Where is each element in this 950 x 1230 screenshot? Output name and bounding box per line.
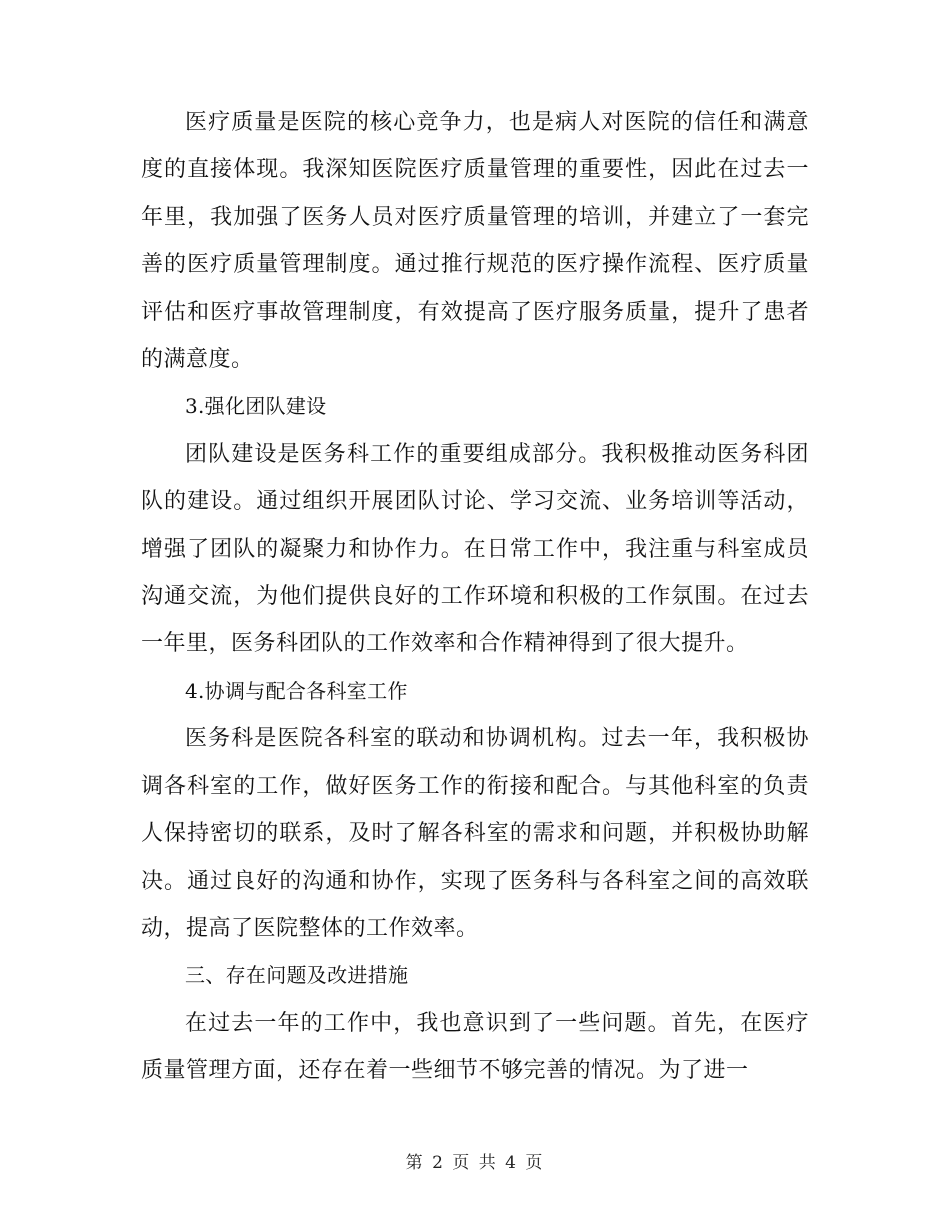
section-heading-team-building: 3.强化团队建设 — [185, 394, 327, 419]
paragraph-problems: 在过去一年的工作中，我也意识到了一些问题。首先，在医疗质量管理方面，还存在着一些细节不够完善的情况。为了进一 — [141, 1010, 809, 1084]
section-heading-coordination: 4.协调与配合各科室工作 — [185, 678, 408, 703]
document-body — [141, 99, 809, 1095]
paragraph-coordination: 医务科是医院各科室的联动和协调机构。过去一年，我积极协调各科室的工作，做好医务工作的衔接和配合。与其他科室的负责人保持密切的联系，及时了解各科室的需求和问题，并积极协助解决。通过良好的沟通和协作，实现了医务科与各科室之间的高效联动，提高了医院整体的工作效率。 — [141, 726, 809, 941]
paragraph-team-building: 团队建设是医务科工作的重要组成部分。我积极推动医务科团队的建设。通过组织开展团队讨论、学习交流、业务培训等活动，增强了团队的凝聚力和协作力。在日常工作中，我注重与科室成员沟通交流，为他们提供良好的工作环境和积极的工作氛围。在过去一年里，医务科团队的工作效率和合作精神得到了很大提升。 — [141, 441, 809, 657]
paragraph-medical-quality: 医疗质量是医院的核心竞争力，也是病人对医院的信任和满意度的直接体现。我深知医院医疗质量管理的重要性，因此在过去一年里，我加强了医务人员对医疗质量管理的培训，并建立了一套完善的医疗质量管理制度。通过推行规范的医疗操作流程、医疗质量评估和医疗事故管理制度，有效提高了医疗服务质量，提升了患者的满意度。 — [141, 110, 809, 373]
page-number-footer: 第 2 页 共 4 页 — [405, 1153, 545, 1173]
section-heading-problems: 三、存在问题及改进措施 — [185, 963, 409, 988]
